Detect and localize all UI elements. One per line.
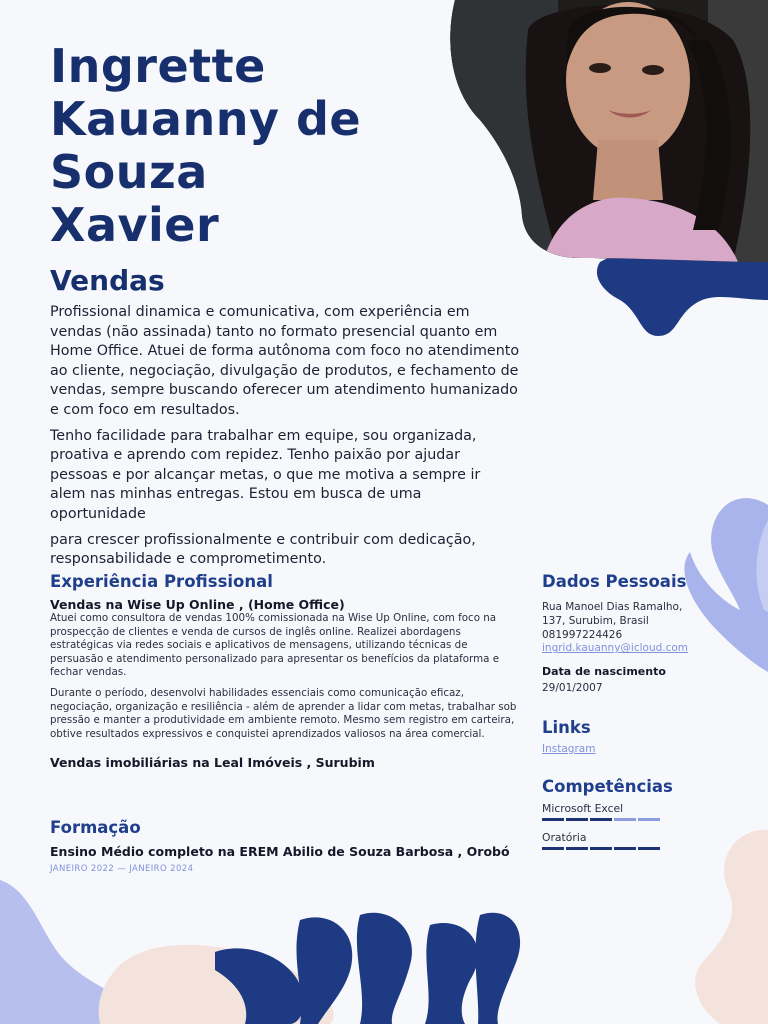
experience-heading: Experiência Profissional — [50, 572, 273, 591]
education-heading: Formação — [50, 818, 141, 837]
skill-bar-segment — [542, 847, 564, 850]
personal-heading: Dados Pessoais — [542, 572, 687, 591]
skill-bar-segment — [614, 847, 636, 850]
job-description: Atuei como consultora de vendas 100% comissionada na Wise Up Online, com foco na prospecção de clientes e venda de cursos de inglês online. Realizei abordagens estratégicas via redes sociais e aplicativos de mensagens, utilizando técnicas de persuasão e atendimento personalizado para apresentar os benefícios da plataforma e fechar vendas. — [50, 612, 500, 679]
links-heading: Links — [542, 717, 591, 737]
address-line: 137, Surubim, Brasil — [542, 614, 649, 627]
skill-bar-segment — [638, 818, 660, 821]
education-section — [50, 818, 510, 874]
skill-level-bar — [542, 818, 742, 821]
birth-date-label: Data de nascimento — [542, 665, 666, 679]
name-line: Xavier — [50, 198, 220, 252]
instagram-link[interactable]: Instagram — [542, 742, 596, 755]
peach-blob-bottom-right — [695, 830, 768, 1024]
summary-paragraph: Tenho facilidade para trabalhar em equipe, sou organizada, proativa e aprendo com repidez. Tenho paixão por ajudar pessoas e por alcançar metas, o que me motiva a sempre ir alem nas minhas entregas. Estou em busca de uma oportunidade — [50, 427, 481, 522]
skills-heading: Competências — [542, 776, 673, 796]
candidate-name — [50, 40, 361, 252]
name-line: Souza — [50, 145, 208, 199]
birth-date: 29/01/2007 — [542, 682, 603, 695]
email-link[interactable]: ingrid.kauanny@icloud.com — [542, 642, 689, 655]
sidebar — [542, 572, 742, 850]
job-title: Vendas na Wise Up Online , (Home Office) — [50, 597, 345, 612]
summary-paragraph: Profissional dinamica e comunicativa, com experiência em vendas (não assinada) tanto no formato presencial quanto em Home Office. Atuei de forma autônoma com foco no atendimento ao cliente, negociação, divulgação de produtos, e fechamento de vendas, sempre buscando oferecer um atendimento humanizado e com foco em resultados. — [50, 304, 520, 418]
experience-section — [50, 572, 520, 770]
job-description: Durante o período, desenvolvi habilidades essenciais como comunicação eficaz, negociação, organização e resiliência - além de aprender a lidar com metas, trabalhar sob pressão e manter a produtividade em ambiente remoto. Mesmo sem registro em carteira, obtive resultados expressivos e conquistei aprendizados valiosos na área comercial. — [50, 686, 517, 740]
address — [542, 601, 742, 656]
skill-bar-segment — [638, 847, 660, 850]
profile-photo — [448, 0, 768, 262]
profile-summary — [50, 303, 520, 576]
skill-bar-segment — [542, 818, 564, 821]
skill-bar-segment — [614, 818, 636, 821]
skill-item — [542, 802, 742, 821]
job-role-title: Vendas — [50, 264, 165, 297]
skill-bar-segment — [590, 818, 612, 821]
navy-leaves-bottom — [215, 913, 520, 1024]
job-title: Vendas imobiliárias na Leal Imóveis , Surubim — [50, 755, 375, 771]
skill-name: Oratória — [542, 830, 587, 844]
degree-title: Ensino Médio completo na EREM Abilio de Souza Barbosa , Orobó — [50, 844, 510, 859]
skill-item — [542, 831, 742, 850]
address-line: Rua Manoel Dias Ramalho, — [542, 601, 683, 613]
name-line: Ingrette — [50, 39, 266, 93]
phone: 081997224426 — [542, 628, 623, 641]
skill-bar-segment — [566, 847, 588, 850]
skill-name: Microsoft Excel — [542, 801, 624, 815]
summary-paragraph: para crescer profissionalmente e contribuir com dedicação, responsabilidade e comprometimento. — [50, 531, 476, 568]
education-dates: JANEIRO 2022 — JANEIRO 2024 — [50, 864, 194, 874]
skill-bar-segment — [590, 847, 612, 850]
skill-level-bar — [542, 847, 742, 850]
name-line: Kauanny de — [50, 92, 362, 146]
skill-bar-segment — [566, 818, 588, 821]
